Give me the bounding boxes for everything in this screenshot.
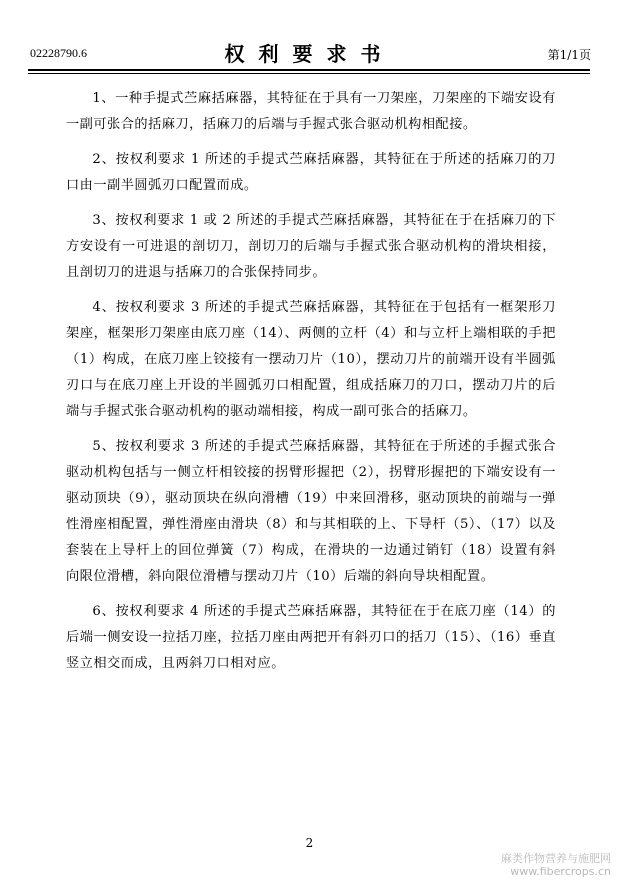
claim-3: 3、按权利要求 1 或 2 所述的手提式苎麻括麻器，其特征在于在括麻刀的下方安设有一可进退的剖切刀，剖切刀的后端与手握式张合驱动机构的滑块相接，且剖切刀的进退与括麻刀的合张保持同步。	[66, 213, 556, 280]
page-number: 2	[305, 836, 314, 850]
page-info: 第1/1页	[547, 48, 591, 62]
claim-2: 2、按权利要求 1 所述的手提式苎麻括麻器，其特征在于所述的括麻刀的刀口由一副半圆弧刃口配置而成。	[66, 152, 556, 193]
header-rule	[28, 69, 590, 71]
claim-4: 4、按权利要求 3 所述的手提式苎麻括麻器，其特征在于包括有一框架形刀架座，框架形刀架座由底刀座（14）、两侧的立杆（4）和与立杆上端相联的手把（1）构成，在底刀座上铰接有一摆动刀片（10），摆动刀片的前端开设有半圆弧刃口与在底刀座上开设的半圆弧刃口相配置，组成括麻刀的刀口，摆动刀片的后端与手握式张合驱动机构的驱动端相接，构成一副可张合的括麻刀。	[66, 300, 556, 419]
claim-1: 1、一种手提式苎麻括麻器，其特征在于具有一刀架座，刀架座的下端安设有一副可张合的括麻刀，括麻刀的后端与手握式张合驱动机构相配接。	[66, 91, 556, 132]
claim-6: 6、按权利要求 4 所述的手提式苎麻括麻器，其特征在于在底刀座（14）的后端一侧安设一拉括刀座，拉括刀座由两把开有斜刃口的括刀（15）、（16）垂直竖立相交而成，且两斜刀口相对应。	[66, 604, 556, 671]
application-number: 02228790.6	[30, 46, 87, 60]
watermark-line-2: www.fibercrops.cn	[510, 865, 611, 878]
watermark-line-1: 麻类作物营养与施肥网	[501, 852, 611, 865]
watermark	[501, 852, 611, 878]
claims-body	[66, 86, 556, 686]
header-rule-thin	[28, 73, 590, 74]
claim-5: 5、按权利要求 3 所述的手提式苎麻括麻器，其特征在于所述的手握式张合驱动机构包括与一侧立杆相铰接的拐臂形握把（2），拐臂形握把的下端安设有一驱动顶块（9），驱动顶块在纵向滑槽（19）中来回滑移，驱动顶块的前端与一弹性滑座相配置，弹性滑座由滑块（8）和与其相联的上、下导杆（5）、（17）以及套装在上导杆上的回位弹簧（7）构成，在滑块的一边通过销钉（18）设置有斜向限位滑槽，斜向限位滑槽与摆动刀片（10）后端的斜向导块相配置。	[66, 439, 556, 584]
document-title: 权利要求书	[224, 42, 395, 66]
